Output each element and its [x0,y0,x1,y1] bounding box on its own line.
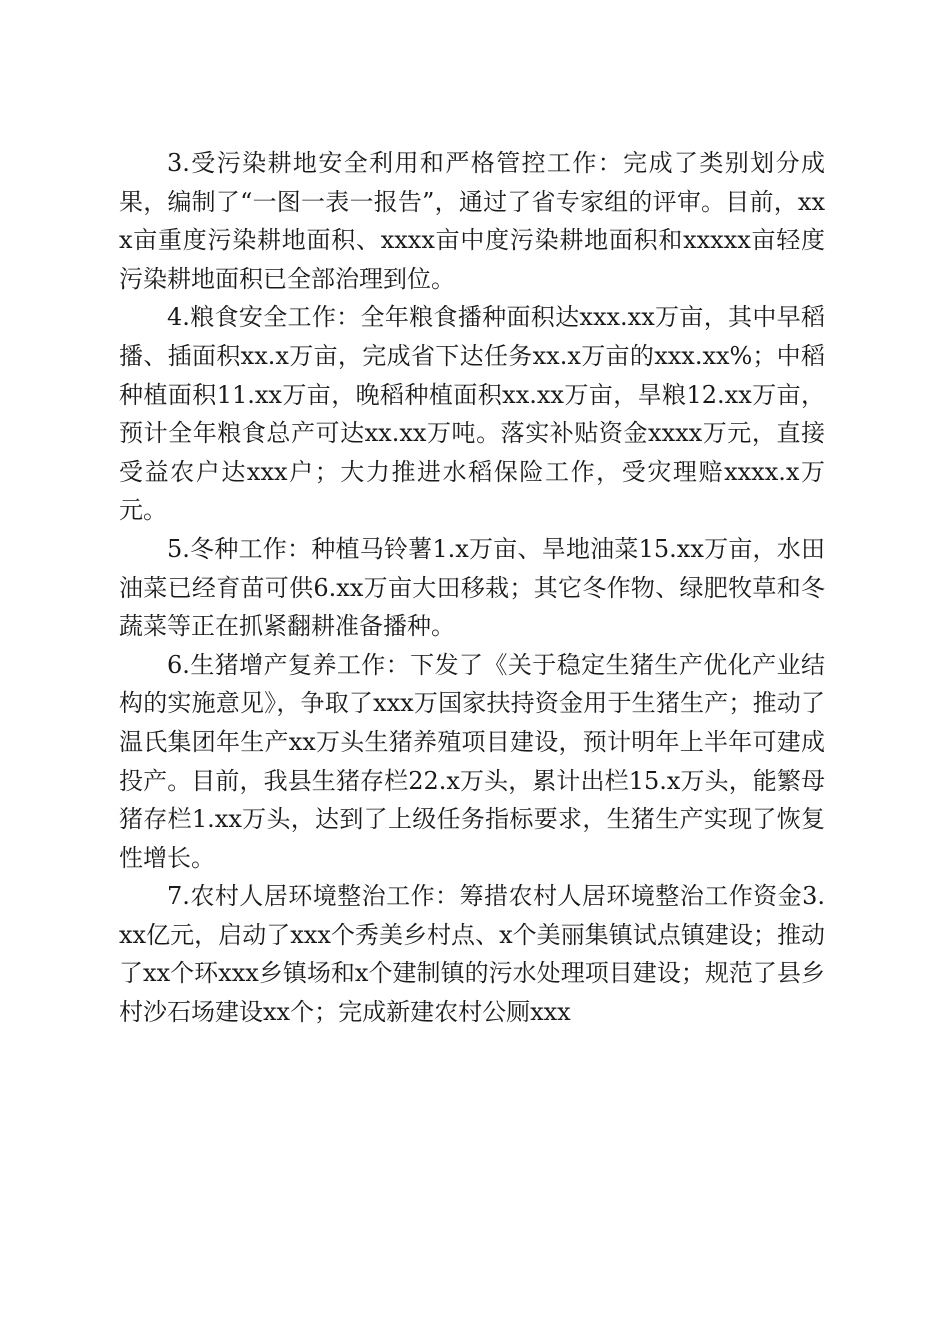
paragraph-grain-security: 4.粮食安全工作：全年粮食播种面积达xxx.xx万亩，其中早稻播、插面积xx.x万亩，完成省下达任务xx.x万亩的xxx.xx%；中稻种植面积11.xx万亩，晚稻种植面积xx.xx万亩，旱粮12.xx万亩，预计全年粮食总产可达xx.xx万吨。落实补贴资金xxxx万元，直接受益农户达xxx户；大力推进水稻保险工作，受灾理赔xxxx.x万元。 [119,303,825,525]
document-body [119,144,825,1032]
paragraph-winter-planting: 5.冬种工作：种植马铃薯1.x万亩、旱地油菜15.xx万亩，水田油菜已经育苗可供6.xx万亩大田移栽；其它冬作物、绿肥牧草和冬蔬菜等正在抓紧翻耕准备播种。 [119,534,825,641]
paragraph-pig-production: 6.生猪增产复养工作：下发了《关于稳定生猪生产优化产业结构的实施意见》，争取了xxx万国家扶持资金用于生猪生产；推动了温氏集团年生产xx万头生猪养殖项目建设，预计明年上半年可建成投产。目前，我县生猪存栏22.x万头，累计出栏15.x万头，能繁母猪存栏1.xx万头，达到了上级任务指标要求，生猪生产实现了恢复性增长。 [119,650,825,872]
paragraph-soil-pollution: 3.受污染耕地安全利用和严格管控工作：完成了类别划分成果，编制了“一图一表一报告”，通过了省专家组的评审。目前，xxx亩重度污染耕地面积、xxxx亩中度污染耕地面积和xxxxx亩轻度污染耕地面积已全部治理到位。 [119,149,825,293]
paragraph-rural-environment: 7.农村人居环境整治工作：筹措农村人居环境整治工作资金3.xx亿元，启动了xxx个秀美乡村点、x个美丽集镇试点镇建设；推动了xx个环xxx乡镇场和x个建制镇的污水处理项目建设；规范了县乡村沙石场建设xx个；完成新建农村公厕xxx [119,882,825,1027]
